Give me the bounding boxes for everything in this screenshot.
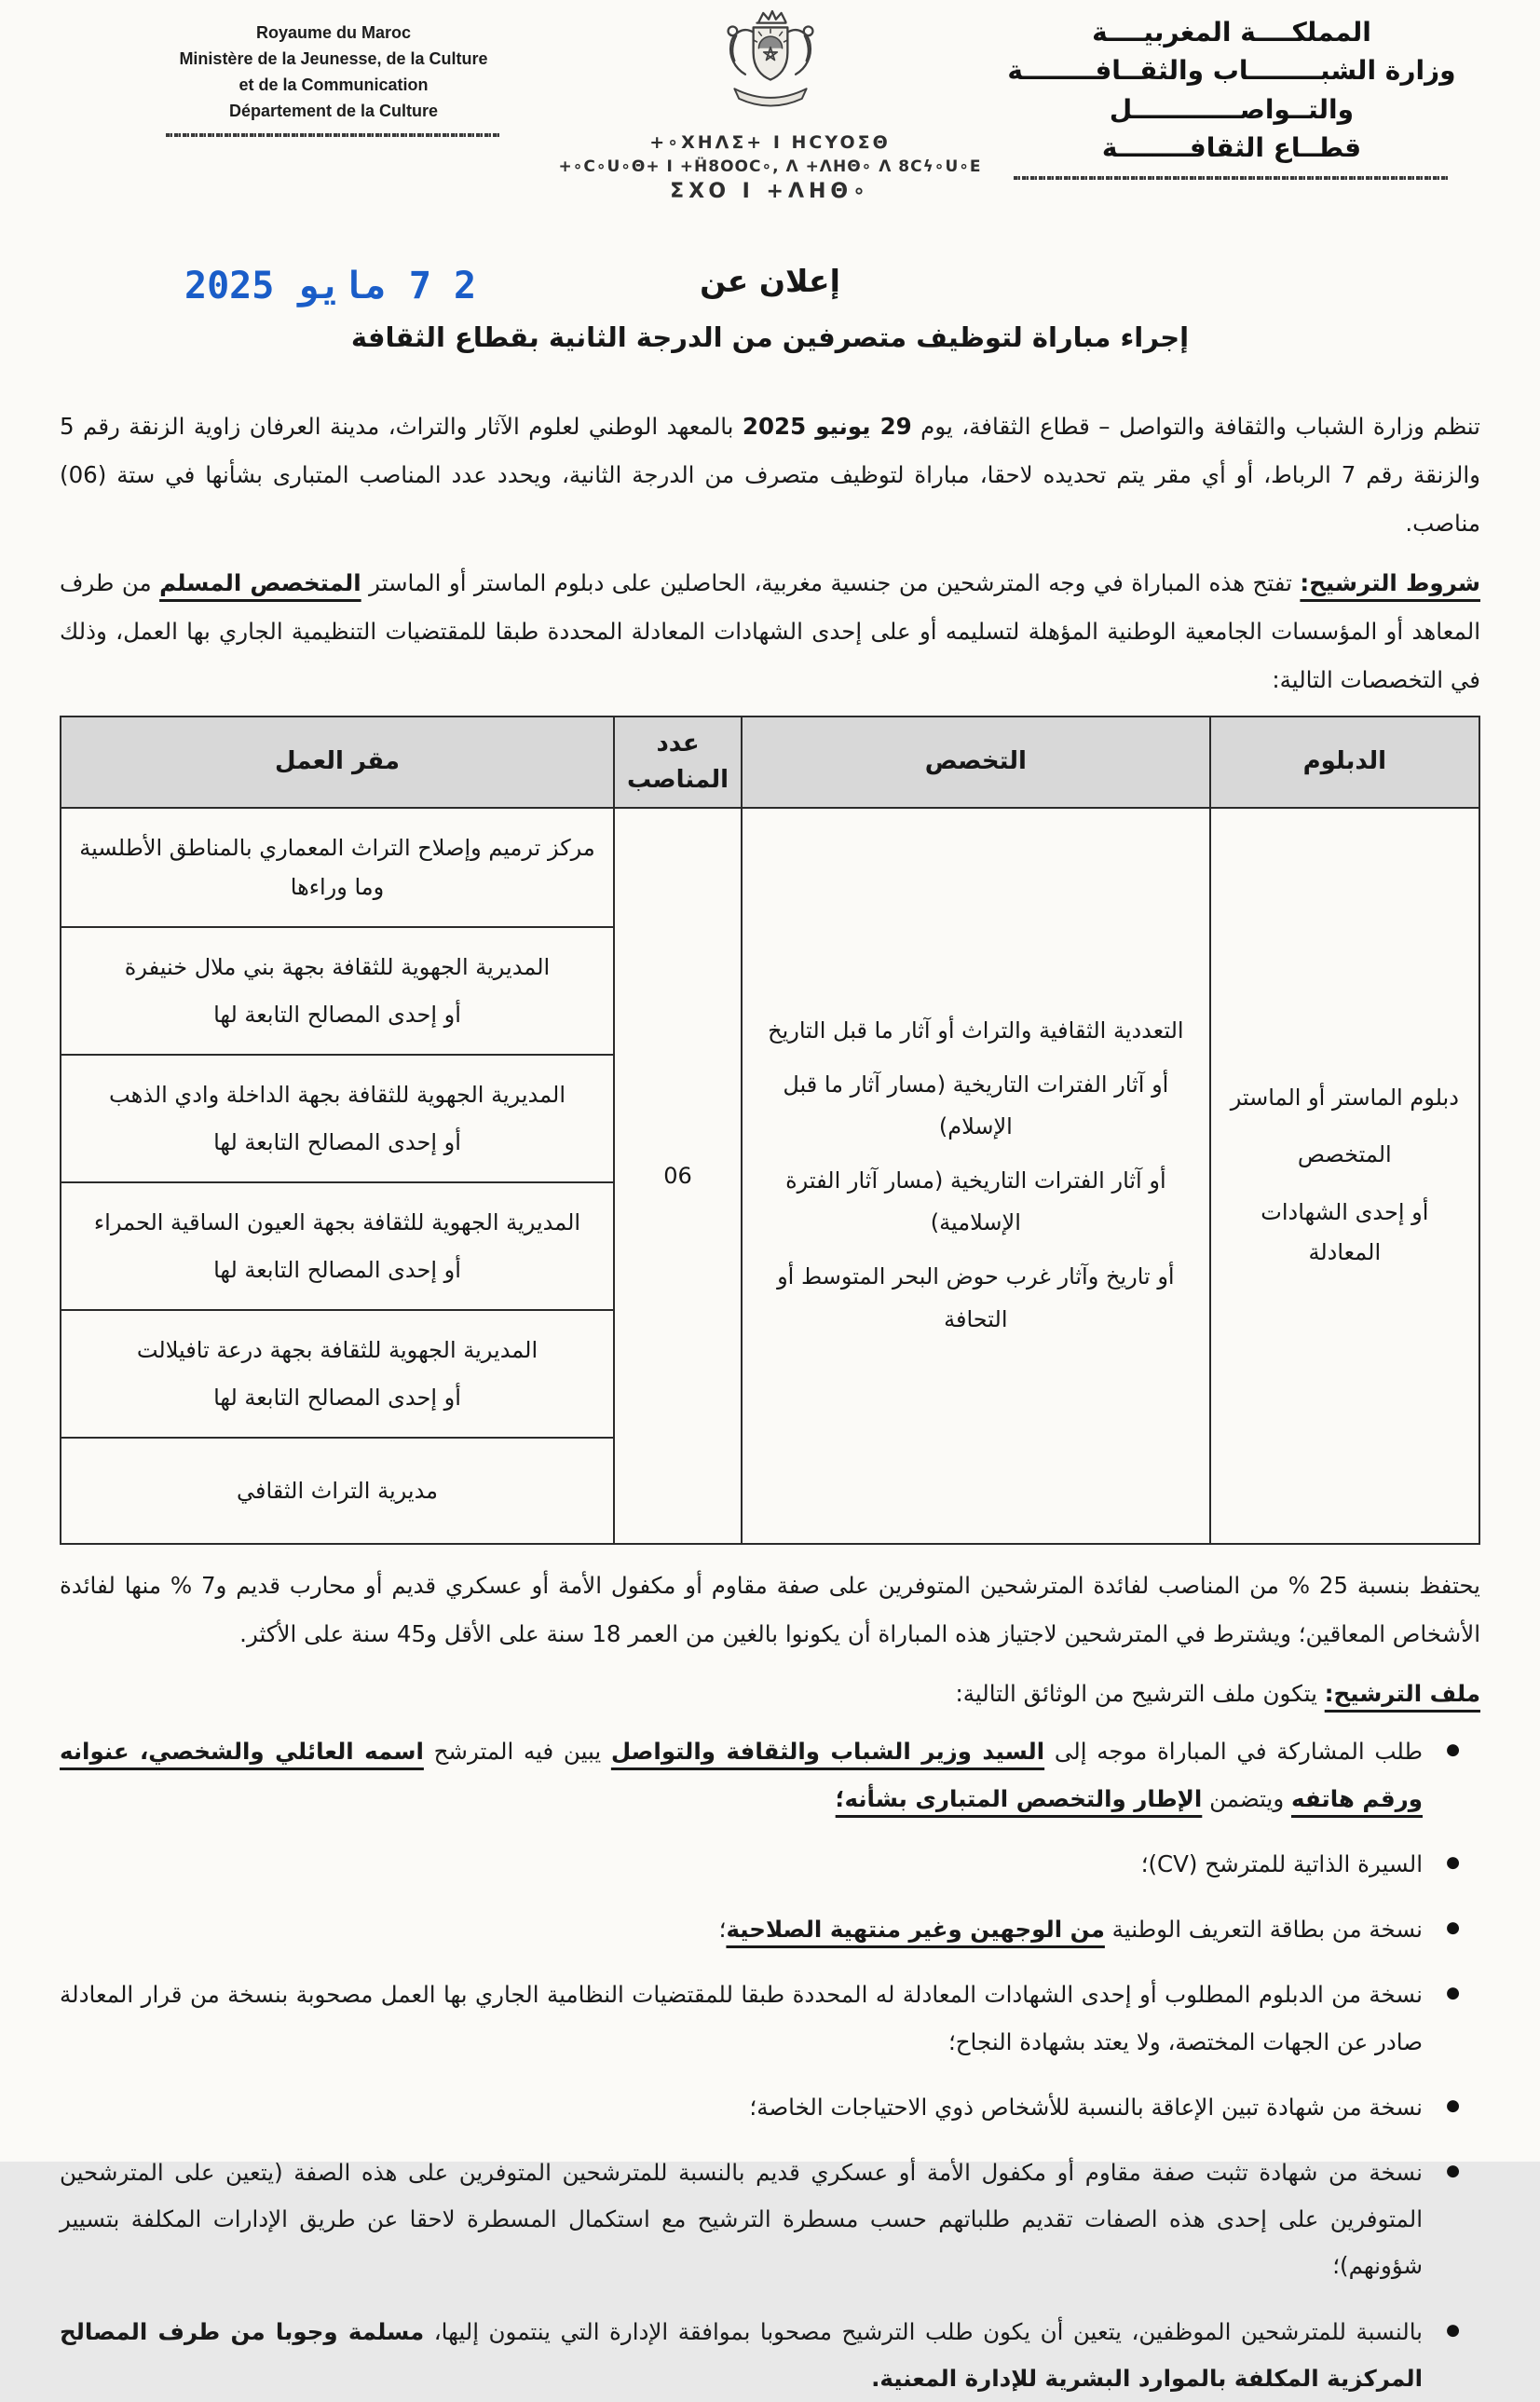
list-item-text: نسخة من شهادة تبين الإعاقة بالنسبة للأشخاص ذوي الاحتياجات الخاصة؛ — [749, 2093, 1423, 2121]
list-item — [60, 2150, 1464, 2290]
list-item-text: طلب المشاركة في المباراة موجه إلى السيد وزير الشباب والثقافة والتواصل يبين فيه المترشح اسمه العائلي والشخصي، عنوانه ورقم هاتفه ويتضمن الإطار والتخصص المتبارى بشأنه؛ — [60, 1738, 1424, 1812]
page-title: إعلان عن — [700, 263, 840, 299]
workplace-cell: المديرية الجهوية للثقافة بجهة بني ملال خنيفرة أو إحدى المصالح التابعة لها — [61, 927, 614, 1055]
recruitment-table — [60, 716, 1480, 1545]
quota-paragraph: يحتفظ بنسبة 25 % من المناصب لفائدة المترشحين المتوفرين على صفة مقاوم أو مكفول الأمة أو عسكري قديم أو محارب قديم و7 % منها لفائدة الأشخاص المعاقين؛ ويشترط في المترشحين لاجتياز هذه المباراة أن يكونوا بالغين من العمر 18 سنة على الأقل و45 سنة على الأكثر. — [60, 1571, 1480, 1647]
bullet-icon: ● — [1446, 2320, 1460, 2340]
workplace-cell: المديرية الجهوية للثقافة بجهة العيون الساقية الحمراء أو إحدى المصالح التابعة لها — [61, 1182, 614, 1310]
arabic-line: وزارة الشبــــــــاب والثقــافــــــــة — [1007, 55, 1456, 87]
divider-line — [166, 133, 501, 137]
list-item-text: نسخة من بطاقة التعريف الوطنية من الوجهين وغير منتهية الصلاحية؛ — [718, 1916, 1423, 1944]
col-header-positions: عدد المناصب — [614, 717, 742, 808]
col-header-workplace: مقر العمل — [61, 717, 614, 808]
list-item-text: بالنسبة للمترشحين الموظفين، يتعين أن يكون طلب الترشيح مصحوبا بموافقة الإدارة التي ينتمون إليها، مسلمة وجوبا من طرف المصالح المركزية المكلفة بالموارد البشرية للإدارة المعنية. — [60, 2317, 1423, 2392]
title-zone — [0, 231, 1540, 378]
workplace-cell: المديرية الجهوية للثقافة بجهة درعة تافيلالت أو إحدى المصالح التابعة لها — [61, 1310, 614, 1438]
workplace-cell: مركز ترميم وإصلاح التراث المعماري بالمناطق الأطلسية وما وراءها — [61, 808, 614, 927]
list-item-text: السيرة الذاتية للمترشح (CV)؛ — [1140, 1849, 1423, 1877]
bullet-icon: ● — [1446, 1740, 1460, 1760]
list-item — [60, 1728, 1464, 1822]
french-ministry-block — [138, 20, 529, 137]
document-body — [0, 378, 1540, 2402]
tifinagh-line: ΣXO I +ΛHΘ∘ — [670, 180, 870, 203]
date-stamp: 2 7 مايو 2025 — [184, 265, 477, 307]
file-heading: ملف الترشيح: يتكون ملف الترشيح من الوثائق التالية: — [955, 1679, 1480, 1707]
list-item-text: نسخة من شهادة تثبت صفة مقاوم أو مكفول الأمة أو عسكري قديم بالنسبة للمترشحين المتوفرين على هذه الصفة (يتعين على المترشحين المتوفرين على إحدى هذه الصفات تقديم طلباتهم حسب مسطرة الترشيح مع استكمال المسطرة لاحقا عن طريق الإدارات المكلفة بتسيير شؤونهم)؛ — [60, 2158, 1423, 2280]
workplace-cell: مديرية التراث الثقافي — [61, 1438, 614, 1544]
tifinagh-block — [510, 132, 1031, 203]
arabic-ministry-block — [1005, 13, 1458, 180]
list-item — [60, 1972, 1464, 2065]
table-row — [61, 808, 1479, 927]
bullet-icon: ● — [1446, 1918, 1460, 1938]
documents-list — [60, 1728, 1480, 2402]
col-header-specialty: التخصص — [742, 717, 1210, 808]
french-line: Royaume du Maroc — [255, 23, 412, 42]
tifinagh-line: +∘C∘U∘Θ+ I +Ḧ8OOC∘, Λ +ΛHΘ∘ Λ 8Cϟ∘U∘E — [558, 157, 982, 176]
list-item — [60, 2309, 1464, 2402]
french-line: Ministère de la Jeunesse, de la Culture — [179, 48, 488, 68]
list-item — [60, 1841, 1464, 1888]
divider-line — [1014, 176, 1450, 180]
coat-of-arms-icon — [716, 6, 825, 132]
page-subtitle: إجراء مباراة لتوظيف متصرفين من الدرجة الثانية بقطاع الثقافة — [350, 321, 1190, 353]
bullet-icon: ● — [1446, 1984, 1460, 2003]
table-header-row — [61, 717, 1479, 808]
list-item — [60, 2084, 1464, 2131]
tifinagh-line: +∘XHΛΣ+ I HCYOΣΘ — [649, 132, 891, 153]
intro-paragraph: تنظم وزارة الشباب والثقافة والتواصل – قطاع الثقافة، يوم 29 يونيو 2025 بالمعهد الوطني لعلوم الآثار والتراث، مدينة العرفان زاوية الزنقة رقم 5 والزنقة رقم 7 الرباط، أو أي مقر يتم تحديده لاحقا، مباراة لتوظيف متصرف من الدرجة الثانية، ويحدد عدد المناصب المتبارى بشأنها في ستة (06) مناصب. — [60, 413, 1480, 537]
arabic-line: قطــاع الثقافــــــــة — [1101, 132, 1362, 164]
arabic-line: المملكــــة المغربيــــة — [1092, 17, 1371, 48]
arabic-line: والتــواصــــــــــــل — [1109, 93, 1355, 125]
specialty-cell: التعددية الثقافية والتراث أو آثار ما قبل التاريخ أو آثار الفترات التاريخية (مسار آثار ما قبل الإسلام) أو آثار الفترات التاريخية (مسار آثار الفترة الإسلامية) أو تاريخ وآثار غرب حوض البحر المتوسط أو التحافة — [742, 808, 1210, 1544]
french-line: Département de la Culture — [228, 101, 439, 120]
positions-count-cell: 06 — [614, 808, 742, 1544]
workplace-cell: المديرية الجهوية للثقافة بجهة الداخلة وادي الذهب أو إحدى المصالح التابعة لها — [61, 1055, 614, 1182]
list-item — [60, 1906, 1464, 1953]
french-line: et de la Communication — [238, 75, 429, 94]
col-header-diploma: الدبلوم — [1210, 717, 1479, 808]
bullet-icon: ● — [1446, 2161, 1460, 2180]
bullet-icon: ● — [1446, 1852, 1460, 1872]
list-item-text: نسخة من الدبلوم المطلوب أو إحدى الشهادات المعادلة له المحددة طبقا للمقتضيات النظامية الجاري بها العمل مصحوبة بنسخة من قرار المعادلة صادر عن الجهات المختصة، ولا يعتد بشهادة النجاح؛ — [60, 1981, 1423, 2055]
document-header — [0, 0, 1540, 231]
conditions-paragraph: شروط الترشيح: تفتح هذه المباراة في وجه المترشحين من جنسية مغربية، الحاصلين على دبلوم الماستر أو الماستر المتخصص المسلم من طرف المعاهد أو المؤسسات الجامعية الوطنية المؤهلة لتسليمه أو على إحدى الشهادات المعادلة المحددة طبقا للمقتضيات التنظيمية الجاري بها العمل، وذلك في التخصصات التالية: — [60, 568, 1480, 693]
bullet-icon: ● — [1446, 2095, 1460, 2115]
diploma-cell: دبلوم الماستر أو الماستر المتخصص أو إحدى الشهادات المعادلة — [1210, 808, 1479, 1544]
